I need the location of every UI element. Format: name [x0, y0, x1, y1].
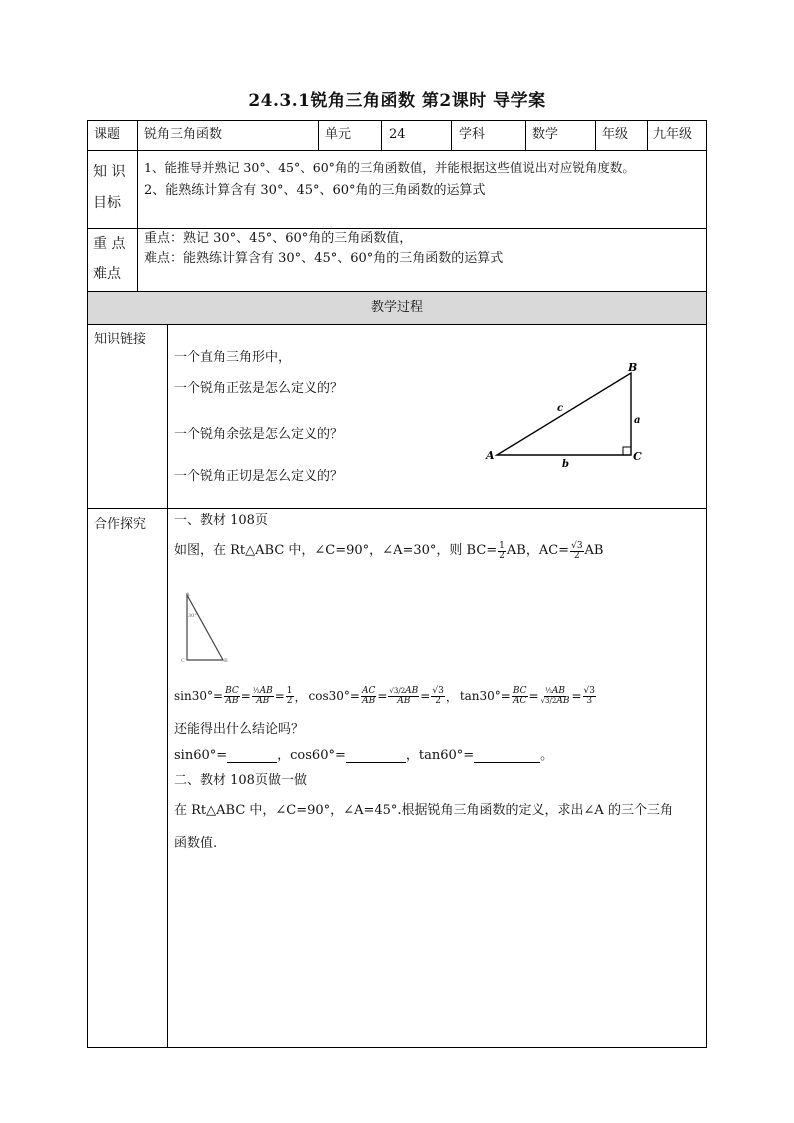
tan60-blank[interactable] — [474, 750, 540, 763]
fraction-half: $\frac{1}{2}$ — [499, 540, 505, 561]
side-b-label: b — [562, 459, 569, 470]
cos30-result: $\frac{√3}{2}$ — [432, 685, 444, 706]
sin60-label: sin60°= — [174, 748, 228, 763]
explore-label: 合作探究 — [94, 517, 147, 532]
vertex-b-label: B — [628, 361, 638, 374]
tan60-label: ，tan60°= — [405, 748, 475, 763]
unit-value: 24 — [389, 127, 406, 142]
cos60-label: ，cos60°= — [277, 748, 346, 763]
part1-text-c: AB — [584, 543, 604, 558]
unit-label: 单元 — [325, 127, 352, 142]
page-title: 24.3.1锐角三角函数 第2课时 导学案 — [248, 91, 546, 111]
small-triangle-shape — [187, 595, 223, 660]
part2-text-2: 函数值. — [174, 836, 218, 851]
vertex-c-label: C — [633, 450, 642, 463]
grade-value: 九年级 — [653, 127, 693, 142]
sin30-result: $\frac{1}{2}$ — [286, 685, 293, 706]
part2-title: 二、教材 108页做一做 — [174, 773, 307, 788]
cos60-blank[interactable] — [346, 750, 406, 763]
tan30-result: $\frac{√3}{3}$ — [583, 685, 595, 706]
vertex-a-label: A — [486, 449, 495, 462]
small-angle-label: 30° — [188, 613, 197, 619]
fraction-sqrt3-half: $\frac{√3}{2}$ — [571, 540, 583, 561]
goal-item-2: 2、能熟练计算含有 30°、45°、60°角的三角函数的运算式 — [144, 183, 486, 198]
right-angle-mark — [623, 447, 631, 455]
part1-title: 一、教材 108页 — [174, 513, 268, 528]
part1-statement — [174, 540, 604, 562]
part1-text-a: 如图，在 Rt△ABC 中，∠C=90°，∠A=30°，则 BC= — [174, 543, 498, 558]
keypoints-label-1: 重 点 — [93, 236, 126, 252]
end-mark: 。 — [540, 748, 554, 763]
cos30-frac-2: $\frac{√3/2AB}{AB}$ — [389, 685, 419, 706]
right-triangle-figure — [480, 356, 650, 472]
goal-item-1: 1、能推导并熟记 30°、45°、60°角的三角函数值，并能根据这些值说出对应锐角度数。 — [144, 160, 635, 175]
knowledge-q2: 一个锐角余弦是怎么定义的？ — [174, 427, 344, 442]
sin30-frac-2: $\frac{\text{½AB}}{AB}$ — [252, 685, 273, 706]
grade-label: 年级 — [602, 127, 629, 142]
sin60-blank[interactable] — [227, 750, 277, 763]
cos30-label: cos30°= — [308, 689, 360, 703]
part1-text-b: AB，AC= — [506, 543, 570, 558]
small-vertex-a: A — [186, 592, 190, 598]
small-vertex-c: C — [181, 658, 185, 664]
further-question: 还能得出什么结论吗？ — [174, 722, 305, 737]
sin30-frac-1: $\frac{BC}{AB}$ — [225, 685, 239, 706]
keypoints-label-2: 难点 — [93, 266, 121, 282]
subject-label: 学科 — [459, 127, 486, 142]
subject-value: 数学 — [532, 127, 559, 142]
knowledge-q3: 一个锐角正切是怎么定义的？ — [174, 469, 344, 484]
trig-30-line: sin30°= $\frac{BC}{AB}$ = $\frac{\text{½AB}}{AB}$ = $\frac{1}{2}$ ， cos30°= $\frac{AC}{AB}$ = $\frac{√3/2AB}{AB}$ = $\frac{√3}{2}$ ， tan30°= $\frac{BC}{AC}$ = $\frac{\text{½AB}}{√3/2AB}$ = $\frac{√3}{3}$ — [174, 685, 595, 706]
difficulty-point: 难点：能熟练计算含有 30°、45°、60°角的三角函数的运算式 — [144, 251, 504, 266]
trig-60-line — [174, 746, 553, 766]
process-header: 教学过程 — [370, 300, 423, 315]
side-a-label: a — [634, 415, 641, 426]
sin30-label: sin30°= — [174, 689, 224, 703]
tan30-label: tan30°= — [459, 689, 511, 703]
knowledge-q1: 一个锐角正弦是怎么定义的？ — [174, 381, 344, 396]
goals-label-2: 目标 — [93, 195, 121, 211]
course-value: 锐角三角函数 — [144, 127, 223, 142]
part2-text-1: 在 Rt△ABC 中，∠C=90°，∠A=45°.根据锐角三角函数的定义，求出∠A 的三个三角 — [174, 803, 673, 818]
small-vertex-b: B — [224, 658, 228, 664]
side-c-label: c — [557, 403, 564, 414]
triangle-shape — [497, 373, 631, 455]
tan30-frac-2: $\frac{\text{½AB}}{√3/2AB}$ — [540, 685, 570, 706]
key-point: 重点：熟记 30°、45°、60°角的三角函数值， — [144, 231, 413, 246]
cos30-frac-1: $\frac{AC}{AB}$ — [361, 685, 376, 706]
course-label: 课题 — [94, 127, 121, 142]
knowledge-label: 知识链接 — [94, 332, 147, 347]
small-triangle-figure — [178, 590, 234, 666]
knowledge-q0: 一个直角三角形中， — [174, 350, 292, 365]
tan30-frac-1: $\frac{BC}{AC}$ — [512, 685, 527, 706]
goals-label-1: 知 识 — [93, 164, 126, 180]
